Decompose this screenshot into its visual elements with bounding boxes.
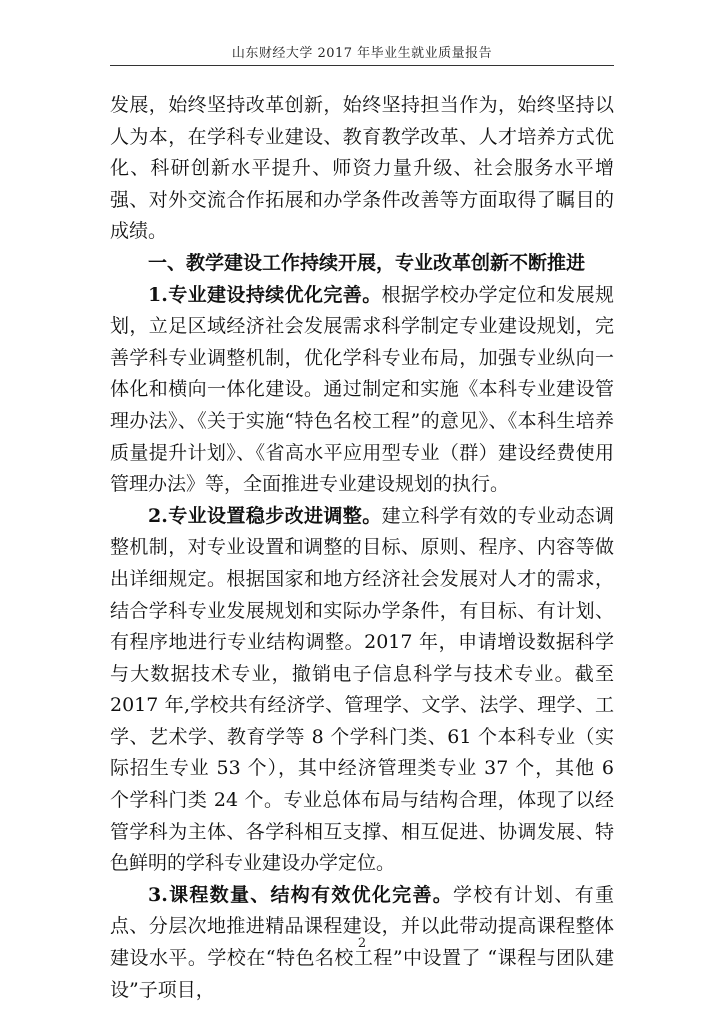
- subsection-title-1: 1.专业建设持续优化完善。: [148, 283, 382, 306]
- subsection-text-3: 学校有计划、有重点、分层次地推进精品课程建设，并以此带动提高课程整体建设水平。学校在“特色名校工程”中设置了 “课程与团队建设”子项目，: [110, 883, 614, 1001]
- page-header: 山东财经大学 2017 年毕业生就业质量报告: [231, 46, 493, 61]
- subsection-title-3: 3.课程数量、结构有效优化完善。: [148, 883, 454, 906]
- paragraph-section-2: [110, 501, 614, 880]
- header-divider: [110, 65, 614, 66]
- paragraph-section-1: [110, 280, 614, 501]
- page-number: 2: [357, 936, 367, 951]
- section-heading: 一、教学建设工作持续开展，专业改革创新不断推进: [148, 251, 586, 274]
- subsection-title-2: 2.专业设置稳步改进调整。: [148, 504, 382, 527]
- document-body: [110, 90, 614, 1006]
- subsection-text-2: 建立科学有效的专业动态调整机制，对专业设置和调整的目标、原则、程序、内容等做出详细规定。根据国家和地方经济社会发展对人才的需求，结合学科专业发展规划和实际办学条件，有目标、有计划、有程序地进行专业结构调整。2017 年，申请增设数据科学与大数据技术专业，撤销电子信息科学与技术专业。截至 2017 年,学校共有经济学、管理学、文学、法学、理学、工学、艺术学、教育学等 8 个学科门类、61 个本科专业（实际招生专业 53 个），其中经济管理类专业 37 个，其他 6 个学科门类 24 个。专业总体布局与结构合理，体现了以经管学科为主体、各学科相互支撑、相互促进、协调发展、特色鲜明的学科专业建设办学定位。: [110, 504, 614, 875]
- paragraph-intro: 发展，始终坚持改革创新，始终坚持担当作为，始终坚持以人为本，在学科专业建设、教育教学改革、人才培养方式优化、科研创新水平提升、师资力量升级、社会服务水平增强、对外交流合作拓展和办学条件改善等方面取得了瞩目的成绩。: [110, 94, 614, 243]
- subsection-text-1: 根据学校办学定位和发展规划，立足区域经济社会发展需求科学制定专业建设规划，完善学科专业调整机制，优化学科专业布局，加强专业纵向一体化和横向一体化建设。通过制定和实施《本科专业建设管理办法》、《关于实施“特色名校工程”的意见》、《本科生培养质量提升计划》、《省高水平应用型专业（群）建设经费使用管理办法》等，全面推进专业建设规划的执行。: [110, 283, 614, 496]
